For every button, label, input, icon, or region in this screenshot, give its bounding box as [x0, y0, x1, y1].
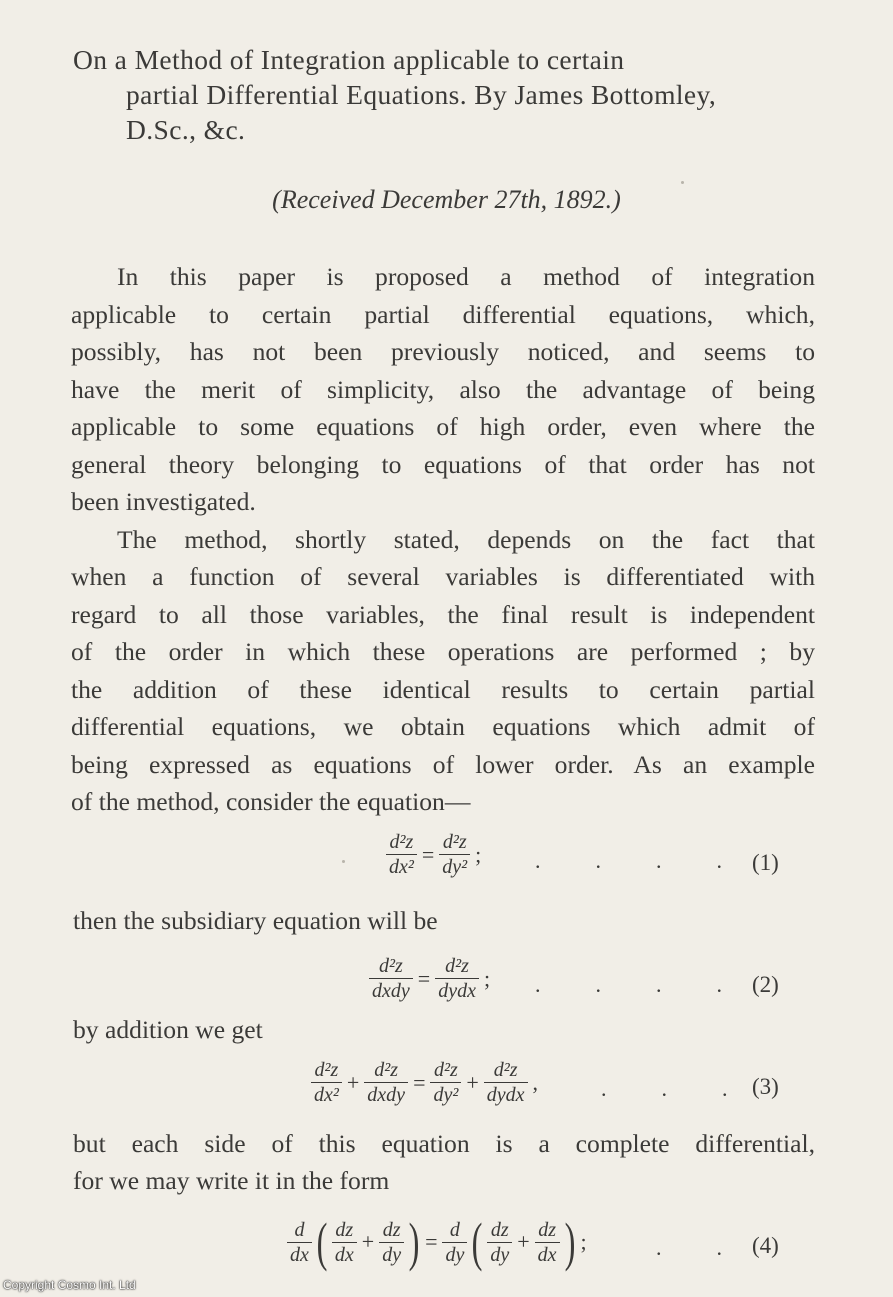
copyright-watermark: Copyright Cosmo Int. Ltd	[3, 1278, 136, 1292]
connector-text-4: for we may write it in the form	[73, 1166, 390, 1195]
fraction	[484, 1058, 528, 1107]
fraction	[430, 1058, 461, 1107]
text-line: possibly, has not been previously noticed, and seems to	[71, 337, 815, 366]
denominator: dy	[379, 1242, 404, 1267]
equation-number-2: (2)	[752, 972, 779, 997]
equation-1	[384, 830, 484, 879]
plus-sign: +	[466, 1069, 479, 1095]
fraction	[435, 954, 479, 1003]
equals-sign: =	[425, 1229, 438, 1254]
semicolon: ;	[483, 965, 491, 991]
numerator: d²z	[374, 1059, 399, 1081]
numerator: dz	[538, 1218, 557, 1241]
numerator: dz	[335, 1218, 354, 1241]
received-date: (Received December 27th, 1892.)	[272, 185, 621, 214]
comma: ,	[532, 1069, 539, 1095]
denominator: dy	[442, 1242, 467, 1267]
equals-sign: =	[421, 841, 435, 867]
denominator: dx	[332, 1242, 357, 1267]
text-line: applicable to some equations of high order, even where the	[71, 412, 815, 441]
numerator: d²z	[314, 1059, 339, 1081]
denominator: dydx	[435, 978, 479, 1003]
title-line-3: D.Sc., &c.	[126, 114, 246, 145]
title-line-1: On a Method of Integration applicable to certain	[73, 44, 625, 75]
leader-dots: . . . .	[535, 848, 722, 873]
equation-number-3: (3)	[752, 1074, 779, 1099]
body-text	[71, 258, 815, 821]
title-line-2: partial Differential Equations. By James Bottomley,	[126, 79, 717, 110]
semicolon: ;	[580, 1229, 587, 1254]
numerator: d²z	[442, 831, 467, 853]
numerator: d²z	[434, 1059, 458, 1081]
numerator: d²z	[445, 955, 469, 977]
fraction	[287, 1218, 312, 1267]
text-line: been investigated.	[71, 487, 256, 516]
equation-number-4: (4)	[752, 1233, 779, 1258]
fraction	[311, 1058, 342, 1107]
paper-speck	[681, 181, 684, 184]
equals-sign: =	[413, 1069, 426, 1095]
numerator: dz	[382, 1218, 401, 1241]
connector-text-1: then the subsidiary equation will be	[73, 906, 438, 935]
leader-dots: . .	[656, 1235, 722, 1260]
fraction	[379, 1218, 404, 1267]
right-paren: )	[408, 1212, 420, 1272]
denominator: dx	[287, 1242, 312, 1267]
fraction	[386, 830, 417, 879]
numerator: d²z	[389, 831, 414, 853]
text-line: In this paper is proposed a method of integration	[117, 262, 815, 291]
plus-sign: +	[361, 1229, 375, 1254]
connector-text-3: but each side of this equation is a complete differential,	[73, 1129, 815, 1158]
text-line: of the order in which these operations are performed ; by	[71, 637, 815, 666]
paragraph-1	[71, 258, 815, 521]
denominator: dydx	[484, 1082, 528, 1107]
paper-speck	[342, 860, 345, 863]
numerator: d²z	[378, 955, 403, 977]
fraction	[369, 954, 413, 1003]
denominator: dy²	[439, 854, 470, 879]
denominator: dxdy	[369, 978, 413, 1003]
connector-text-2: by addition we get	[73, 1015, 263, 1044]
paragraph-2	[71, 521, 815, 821]
equation-number-1: (1)	[752, 850, 779, 875]
numerator: d	[449, 1218, 460, 1241]
text-line: the addition of these identical results to certain partial	[71, 674, 815, 704]
fraction	[439, 830, 470, 879]
text-line: general theory belonging to equations of that order has not	[71, 449, 815, 479]
semicolon: ;	[475, 841, 482, 867]
equation-4	[285, 1212, 590, 1272]
text-line: regard to all those variables, the final result is independent	[71, 599, 815, 629]
fraction	[535, 1218, 560, 1267]
left-paren: (	[471, 1212, 483, 1272]
right-paren: )	[564, 1212, 575, 1272]
text-line: have the merit of simplicity, also the advantage of being	[71, 374, 815, 404]
text-line: The method, shortly stated, depends on the fact that	[117, 524, 815, 554]
equals-sign: =	[417, 965, 431, 991]
text-line: being expressed as equations of lower order. As an example	[71, 749, 815, 779]
text-line: differential equations, we obtain equations which admit of	[71, 712, 815, 741]
numerator: d	[294, 1218, 305, 1241]
fraction	[332, 1218, 357, 1267]
text-line: of the method, consider the equation—	[71, 787, 471, 816]
denominator: dxdy	[364, 1082, 408, 1107]
denominator: dx²	[386, 854, 417, 879]
plus-sign: +	[346, 1069, 360, 1095]
fraction	[442, 1218, 467, 1267]
denominator: dy²	[430, 1082, 461, 1107]
text-line: when a function of several variables is differentiated with	[71, 562, 815, 591]
numerator: dz	[490, 1218, 509, 1241]
text-line: applicable to certain partial differential equations, which,	[71, 299, 815, 329]
left-paren: (	[316, 1212, 328, 1272]
equation-2	[367, 954, 493, 1003]
paper-title	[73, 42, 833, 147]
numerator: d²z	[493, 1059, 518, 1081]
fraction	[487, 1218, 512, 1267]
denominator: dx²	[311, 1082, 342, 1107]
equation-3	[309, 1058, 541, 1107]
denominator: dx	[535, 1242, 560, 1267]
leader-dots: . . . .	[535, 972, 722, 997]
denominator: dy	[487, 1242, 512, 1267]
fraction	[364, 1058, 408, 1107]
leader-dots: . . .	[601, 1076, 728, 1101]
plus-sign: +	[517, 1229, 530, 1254]
